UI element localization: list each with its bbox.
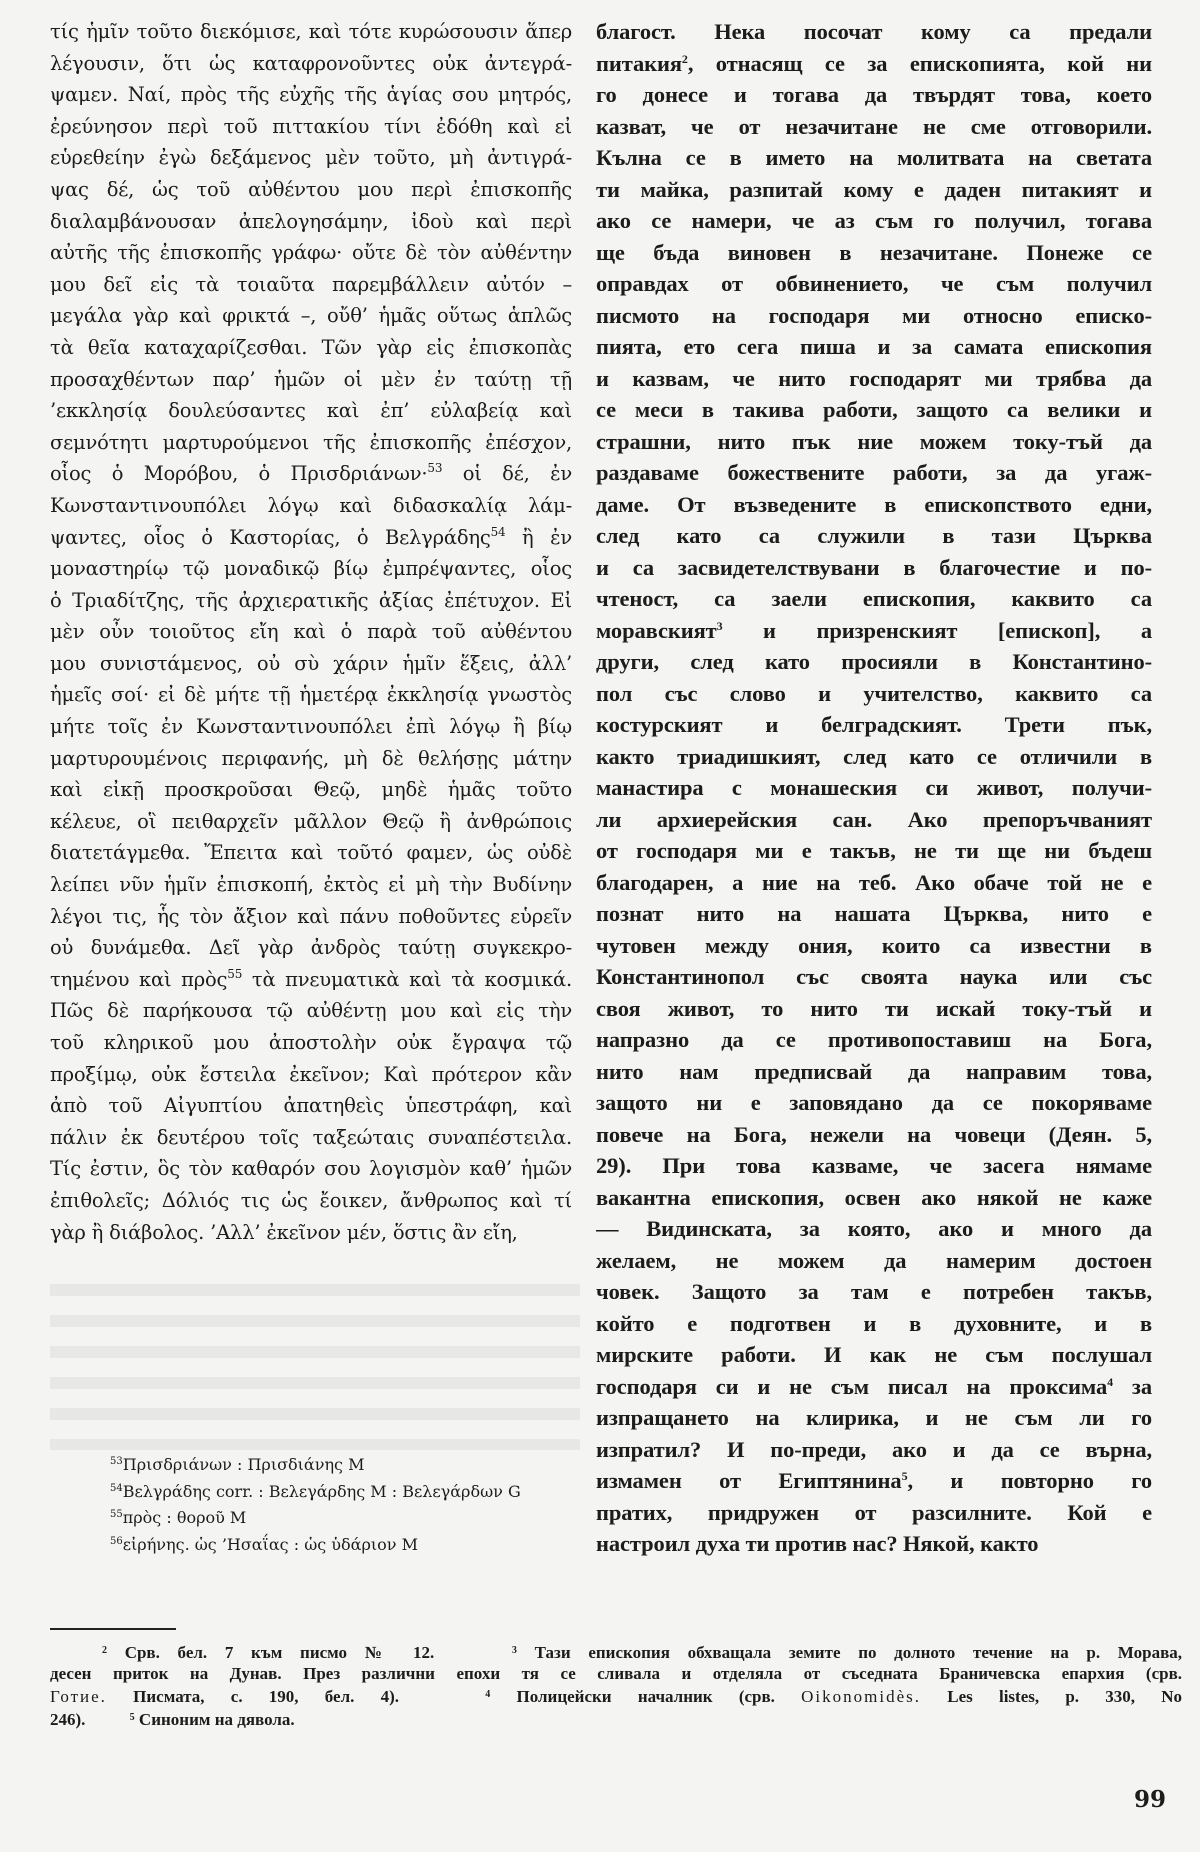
greek-line: τὰ θεῖα καταχαρίζεσθαι. Τῶν γὰρ εἰς ἐπισκοπὰς (50, 335, 572, 359)
footnote-text: Тази епископия обхващала земите по долното течение на р. Морава, (534, 1643, 1183, 1662)
bulgarian-line (596, 1371, 1152, 1403)
bulgarian-line: благост. Нека посочат кому са предали (596, 19, 1152, 44)
greek-line: μεγάλα γὰρ καὶ φρικτά –, οὔθ’ ἡμᾶς οὕτως ἁπλῶς (50, 304, 572, 328)
footnote-3 (452, 1643, 1182, 1662)
bulgarian-line (596, 615, 1152, 647)
greek-line-text: ψαντες, οἷος ὁ Καστορίας, ὁ Βελγράδης (50, 525, 491, 549)
bulgarian-line: повече на Бога, нежели на човеци (Деян. 5, (596, 1121, 1152, 1147)
greek-line: διαλαμβάνουσαν ἀπελογησάμην, ἰδοὺ καὶ περὶ (50, 209, 572, 233)
footnote-number: 2 (102, 1645, 107, 1656)
bulgarian-line-text: и призренският [епископ], а (722, 617, 1152, 643)
bulgarian-line: изпращането на клирика, и не съм ли го (596, 1405, 1152, 1430)
greek-line: προσαχθέντων παρ’ ἡμῶν οἱ μὲν ἐν ταύτῃ τῇ (50, 367, 572, 391)
greek-line: σεμνότητι μαρτυρούμενοι τῆς ἐπισκοπῆς ἐπέσχον, (50, 430, 572, 454)
bulgarian-line: други, след като просияли в Константино- (596, 649, 1152, 674)
bulgarian-line (596, 1465, 1152, 1497)
bulgarian-line: желаем, не можем да намерим достоен (596, 1247, 1152, 1273)
bulgarian-line: ако се намери, че аз съм го получил, тогава (596, 208, 1152, 233)
footnote-text: Les listes, p. 330, No (921, 1687, 1183, 1706)
bulgarian-line: ли архиерейския сан. Ако препоръчваният (596, 806, 1152, 832)
bulgarian-line: нито нам предписвай да направим това, (596, 1058, 1152, 1084)
greek-line: ἡμεῖς σοί· εἰ δὲ μήτε τῇ ἡμετέρᾳ ἐκκλησίᾳ γνωστὸς (50, 683, 572, 707)
greek-line: ψαμεν. Ναί, πρὸς τῆς εὐχῆς τῆς ἁγίας σου μητρός, (50, 83, 572, 107)
bulgarian-line: както триадишкият, след като се отличили в (596, 743, 1152, 769)
bulgarian-line: писмото на господаря ми относно еписко- (596, 302, 1152, 328)
apparatus-text: εἰρήνης. ὡς ’Ησαΐας : ὡς ὑδάριον M (122, 1534, 418, 1554)
greek-line-text: οἷος ὁ Μορόβου, ὁ Πρισδριάνων· (50, 462, 428, 486)
bulgarian-line: ти майка, разпитай кому е даден питакият и (596, 176, 1152, 202)
bleed-through-shadow (50, 1270, 580, 1450)
greek-line (50, 522, 572, 554)
footnote-text: 246). (50, 1710, 86, 1729)
bulgarian-line: пията, ето сега пиша и за самата епископия (596, 334, 1152, 359)
bulgarian-line: благодарен, а ние на теб. Ако обаче той не е (596, 869, 1152, 895)
footnote-text: Синоним на дявола. (138, 1710, 295, 1729)
greek-line: διατετάγμεθα. Ἔπειτα καὶ τοῦτό φαμεν, ὡς οὐδὲ (50, 841, 572, 865)
bulgarian-line: вакантна епископия, освен ако някой не каже (596, 1184, 1152, 1210)
footnote-4 (425, 1687, 1182, 1706)
greek-line: Κωνσταντινουπόλει λόγῳ καὶ διδασκαλίᾳ λάμ- (50, 493, 572, 517)
bulgarian-line: защото ни е заповядано да се покоряваме (596, 1090, 1152, 1115)
bulgarian-line-text: , отнасящ се за епископията, кой ни (687, 50, 1152, 76)
greek-line: μου συνιστάμενος, οὐ σὺ χάριν ἡμῖν ἕξεις, ἀλλ’ (50, 651, 572, 675)
footnote-reference-5[interactable]: 5 (901, 1469, 908, 1483)
greek-line: Πῶς δὲ παρήκουσα τῷ αὐθέντῃ μου καὶ εἰς τὴν (50, 999, 572, 1023)
greek-line: καὶ εἰκῇ προσκροῦσαι Θεῷ, μηδὲ ἡμᾶς τοῦτο (50, 778, 572, 802)
bulgarian-line: който е подготвен и в духовните, и в (596, 1310, 1152, 1336)
bulgarian-line: страшни, нито пък ние можем току-тъй да (596, 428, 1152, 454)
apparatus-number: 55 (110, 1509, 123, 1520)
apparatus-entry (110, 1477, 521, 1504)
bulgarian-line: своя живот, то нито ти искай току-тъй и (596, 995, 1152, 1021)
greek-line: Τίς ἐστιν, ὃς τὸν καθαρόν σου λογισμὸν καθ’ ἡμῶν (50, 1157, 572, 1181)
footnote-line (50, 1707, 1182, 1730)
greek-line-text: τημένου καὶ πρὸς (50, 967, 228, 991)
bulgarian-line-text: измамен от Египтянина (596, 1468, 902, 1493)
greek-line-text: οἱ δέ, ἐν (442, 462, 572, 486)
footnote-line: десен приток на Дунав. През различни епохи тя се сливала и отделяла от съседната Браничевска епархия (срв. (50, 1664, 1182, 1683)
bulgarian-line: от господаря ми е такъв, не ти ще ни бъдеш (596, 838, 1152, 863)
footnote-author: Готие. (50, 1687, 107, 1706)
bulgarian-line: манастира с монашеския си живот, получи- (596, 775, 1152, 800)
footnote-reference-4[interactable]: 4 (1107, 1374, 1114, 1389)
footnote-text: Писмата, с. 190, бел. 4). (106, 1687, 400, 1706)
footnote-author: Oikonomidès. (801, 1687, 922, 1706)
apparatus-text: Βελγράδης corr. : Βελεγάρδης M : Βελεγάρδων G (122, 1481, 521, 1501)
bulgarian-text-column (596, 16, 1152, 1560)
bulgarian-line: чтеност, са заели епископия, каквито са (596, 586, 1152, 611)
bulgarian-line: мирските работи. И как не съм послушал (596, 1342, 1152, 1367)
bulgarian-line: чутовен между ония, които са известни в (596, 932, 1152, 958)
footnote-number: 4 (485, 1689, 491, 1700)
greek-line: ψας δέ, ὡς τοῦ αὐθέντου μου περὶ ἐπισκοπῆς (50, 177, 572, 201)
footnote-reference-55[interactable]: 55 (227, 966, 243, 981)
bulgarian-line: човек. Защото за там е потребен такъв, (596, 1279, 1152, 1304)
footnote-number: 5 (129, 1712, 135, 1723)
bulgarian-line-text: моравският (596, 617, 717, 643)
bulgarian-line-text: господаря си и не съм писал на проксима (596, 1373, 1108, 1399)
bulgarian-line: казват, че от незачитане не сме отговорили. (596, 113, 1152, 139)
bulgarian-line: 29). При това казваме, че засега нямаме (596, 1153, 1152, 1178)
bulgarian-line-text: , и повторно го (907, 1468, 1152, 1493)
footnote-number: 3 (511, 1645, 517, 1656)
bulgarian-line: даме. От възведените в епископството едни, (596, 491, 1152, 517)
greek-line-text: ἢ ἐν (505, 525, 572, 549)
apparatus-entry (110, 1450, 521, 1477)
bulgarian-line: пратих, придружен от разсилните. Кой е (596, 1499, 1152, 1525)
footnote-2 (50, 1643, 434, 1662)
apparatus-entry (110, 1503, 521, 1530)
footnote-line (50, 1640, 1182, 1663)
greek-line: ἐπιθολεῖς; Δόλιός τις ὡς ἔοικεν, ἄνθρωπος καὶ τί (50, 1188, 572, 1212)
greek-line: μήτε τοῖς ἐν Κωνσταντινουπόλει ἐπὶ λόγῳ ἢ βίῳ (50, 715, 572, 739)
bulgarian-line (596, 48, 1152, 80)
bulgarian-line: Константинопол със своята наука или със (596, 964, 1152, 989)
footnote-text: Срв. бел. 7 към писмо № 12. (124, 1643, 435, 1662)
greek-line: λέγουσιν, ὅτι ὡς καταφρονοῦντες οὐκ ἀντεγρά- (50, 51, 572, 75)
greek-line: λέγοι τις, ἧς τὸν ἄξιον καὶ πάνυ ποθοῦντες εὑρεῖν (50, 904, 572, 928)
bulgarian-line: и са засвидетелствувани в благочестие и по- (596, 554, 1152, 580)
greek-line: τίς ἡμῖν τοῦτο διεκόμισε, καὶ τότε κυρώσουσιν ἅπερ (50, 20, 572, 43)
greek-line: μου δεῖ εἰς τὰ τοιαῦτα παρεμβάλλειν αὐτόν – (50, 272, 572, 296)
bulgarian-line: ще бъда виновен в незачитане. Понеже се (596, 239, 1152, 265)
footnote-line (50, 1684, 1182, 1707)
bulgarian-line: костурският и белградският. Трети пък, (596, 712, 1152, 737)
greek-line: γὰρ ἢ διάβολος. ’Αλλ’ ἐκεῖνον μέν, ὅστις ἂν εἴη, (50, 1220, 518, 1244)
greek-line: ’εκκλησίᾳ δουλεύσαντες καὶ ἐπ’ εὐλαβείᾳ καὶ (50, 399, 572, 423)
page-number: 99 (1134, 1786, 1167, 1813)
apparatus-text: πρὸς : θοροῦ M (122, 1508, 247, 1527)
footnote-separator-rule (50, 1628, 176, 1630)
greek-line: ἐρεύνησον περὶ τοῦ πιττακίου τίνι ἐδόθη καὶ εἰ (50, 114, 572, 138)
footnotes (50, 1640, 1182, 1730)
greek-line: πάλιν ἐκ δευτέρου τοῖς ταξεώταις συναπέστειλα. (50, 1125, 572, 1149)
apparatus-entry (110, 1530, 521, 1557)
critical-apparatus (110, 1450, 521, 1556)
footnote-5 (90, 1710, 295, 1729)
bulgarian-line-text: питакия (596, 50, 682, 76)
greek-line: ὁ Τριαδίτζης, τῆς ἀρχιερατικῆς ἀξίας ἐπέτυχον. Εἰ (50, 588, 572, 612)
greek-text-column (50, 16, 572, 1248)
bulgarian-line: и казвам, че нито господарят ми трябва да (596, 365, 1152, 391)
bulgarian-line: изпратил? И по-преди, ако и да се върна, (596, 1436, 1152, 1462)
apparatus-number: 56 (110, 1535, 123, 1547)
bulgarian-line: напразно да се противопоставиш на Бога, (596, 1027, 1152, 1052)
footnote-reference-53[interactable]: 53 (427, 461, 443, 476)
greek-line: εὑρεθείην ἐγὼ δεξάμενος μὲν τοῦτο, μὴ ἀντιγρά- (50, 146, 572, 170)
bulgarian-line: познат нито на нашата Църква, нито е (596, 901, 1152, 926)
greek-line: λείπει νῦν ἡμῖν ἐπισκοπή, ἐκτὸς εἰ μὴ τὴν Βυδίνην (50, 873, 572, 897)
bulgarian-line: оправдах от обвинението, че съм получил (596, 271, 1152, 296)
greek-line (50, 458, 572, 490)
footnote-reference-3[interactable]: 3 (716, 618, 723, 633)
bulgarian-line: пол със слово и учителство, каквито са (596, 680, 1152, 706)
bulgarian-line: след като са служили в тази Църква (596, 523, 1152, 548)
greek-line: ἀπὸ τοῦ Αἰγυπτίου ἀπατηθεὶς ὑπεστράφη, καὶ (50, 1094, 572, 1118)
footnote-text: Полицейски началник (срв. (516, 1687, 775, 1706)
greek-line (50, 964, 572, 996)
greek-line: αὐτῆς τῆς ἐπισκοπῆς γράφω· οὔτε δὲ τὸν αὐθέντην (50, 241, 572, 265)
footnote-reference-54[interactable]: 54 (490, 524, 506, 539)
greek-line: μαρτυρουμένοις περιφανής, μὴ δὲ θελήσῃς μάτην (50, 746, 572, 770)
apparatus-text: Πρισδριάνων : Πρισδιάνης M (122, 1455, 365, 1474)
greek-line-text: τὰ πνευματικὰ καὶ τὰ κοσμικά. (242, 967, 572, 991)
apparatus-number: 53 (110, 1456, 123, 1467)
footnote-reference-2[interactable]: 2 (681, 51, 688, 66)
greek-line: μοναστηρίῳ τῷ μοναδικῷ βίῳ ἐμπρέψαντες, οἷος (50, 557, 572, 581)
greek-line: τοῦ κληρικοῦ μου ἀποστολὴν οὐκ ἔγραψα τῷ (50, 1031, 572, 1054)
bulgarian-line: го донесе и тогава да твърдят това, което (596, 82, 1152, 107)
greek-line: κέλευε, οἳ πειθαρχεῖν μᾶλλον Θεῷ ἢ ἀνθρώποις (50, 809, 572, 833)
bulgarian-line: раздаваме божествените работи, за да угаж- (596, 460, 1152, 485)
bulgarian-line: Кълна се в името на молитвата на светата (596, 145, 1152, 170)
bulgarian-line: — Видинската, за която, ако и много да (596, 1216, 1152, 1241)
greek-line: προξίμῳ, οὐκ ἔστειλα ἐκεῖνον; Καὶ πρότερον κἂν (50, 1062, 572, 1086)
bulgarian-line: настроил духа ти против нас? Някой, както (596, 1531, 1039, 1556)
greek-line: οὐ δυνάμεθα. Δεῖ γὰρ ἀνδρὸς ταύτῃ συγκεκρο- (50, 936, 572, 960)
bulgarian-line: се меси в такива работи, защото са велики и (596, 397, 1152, 422)
apparatus-number: 54 (110, 1482, 123, 1494)
bulgarian-line-text: за (1113, 1373, 1152, 1399)
greek-line: μὲν οὖν τοιοῦτος εἴη καὶ ὁ παρὰ τοῦ αὐθέντου (50, 620, 572, 644)
